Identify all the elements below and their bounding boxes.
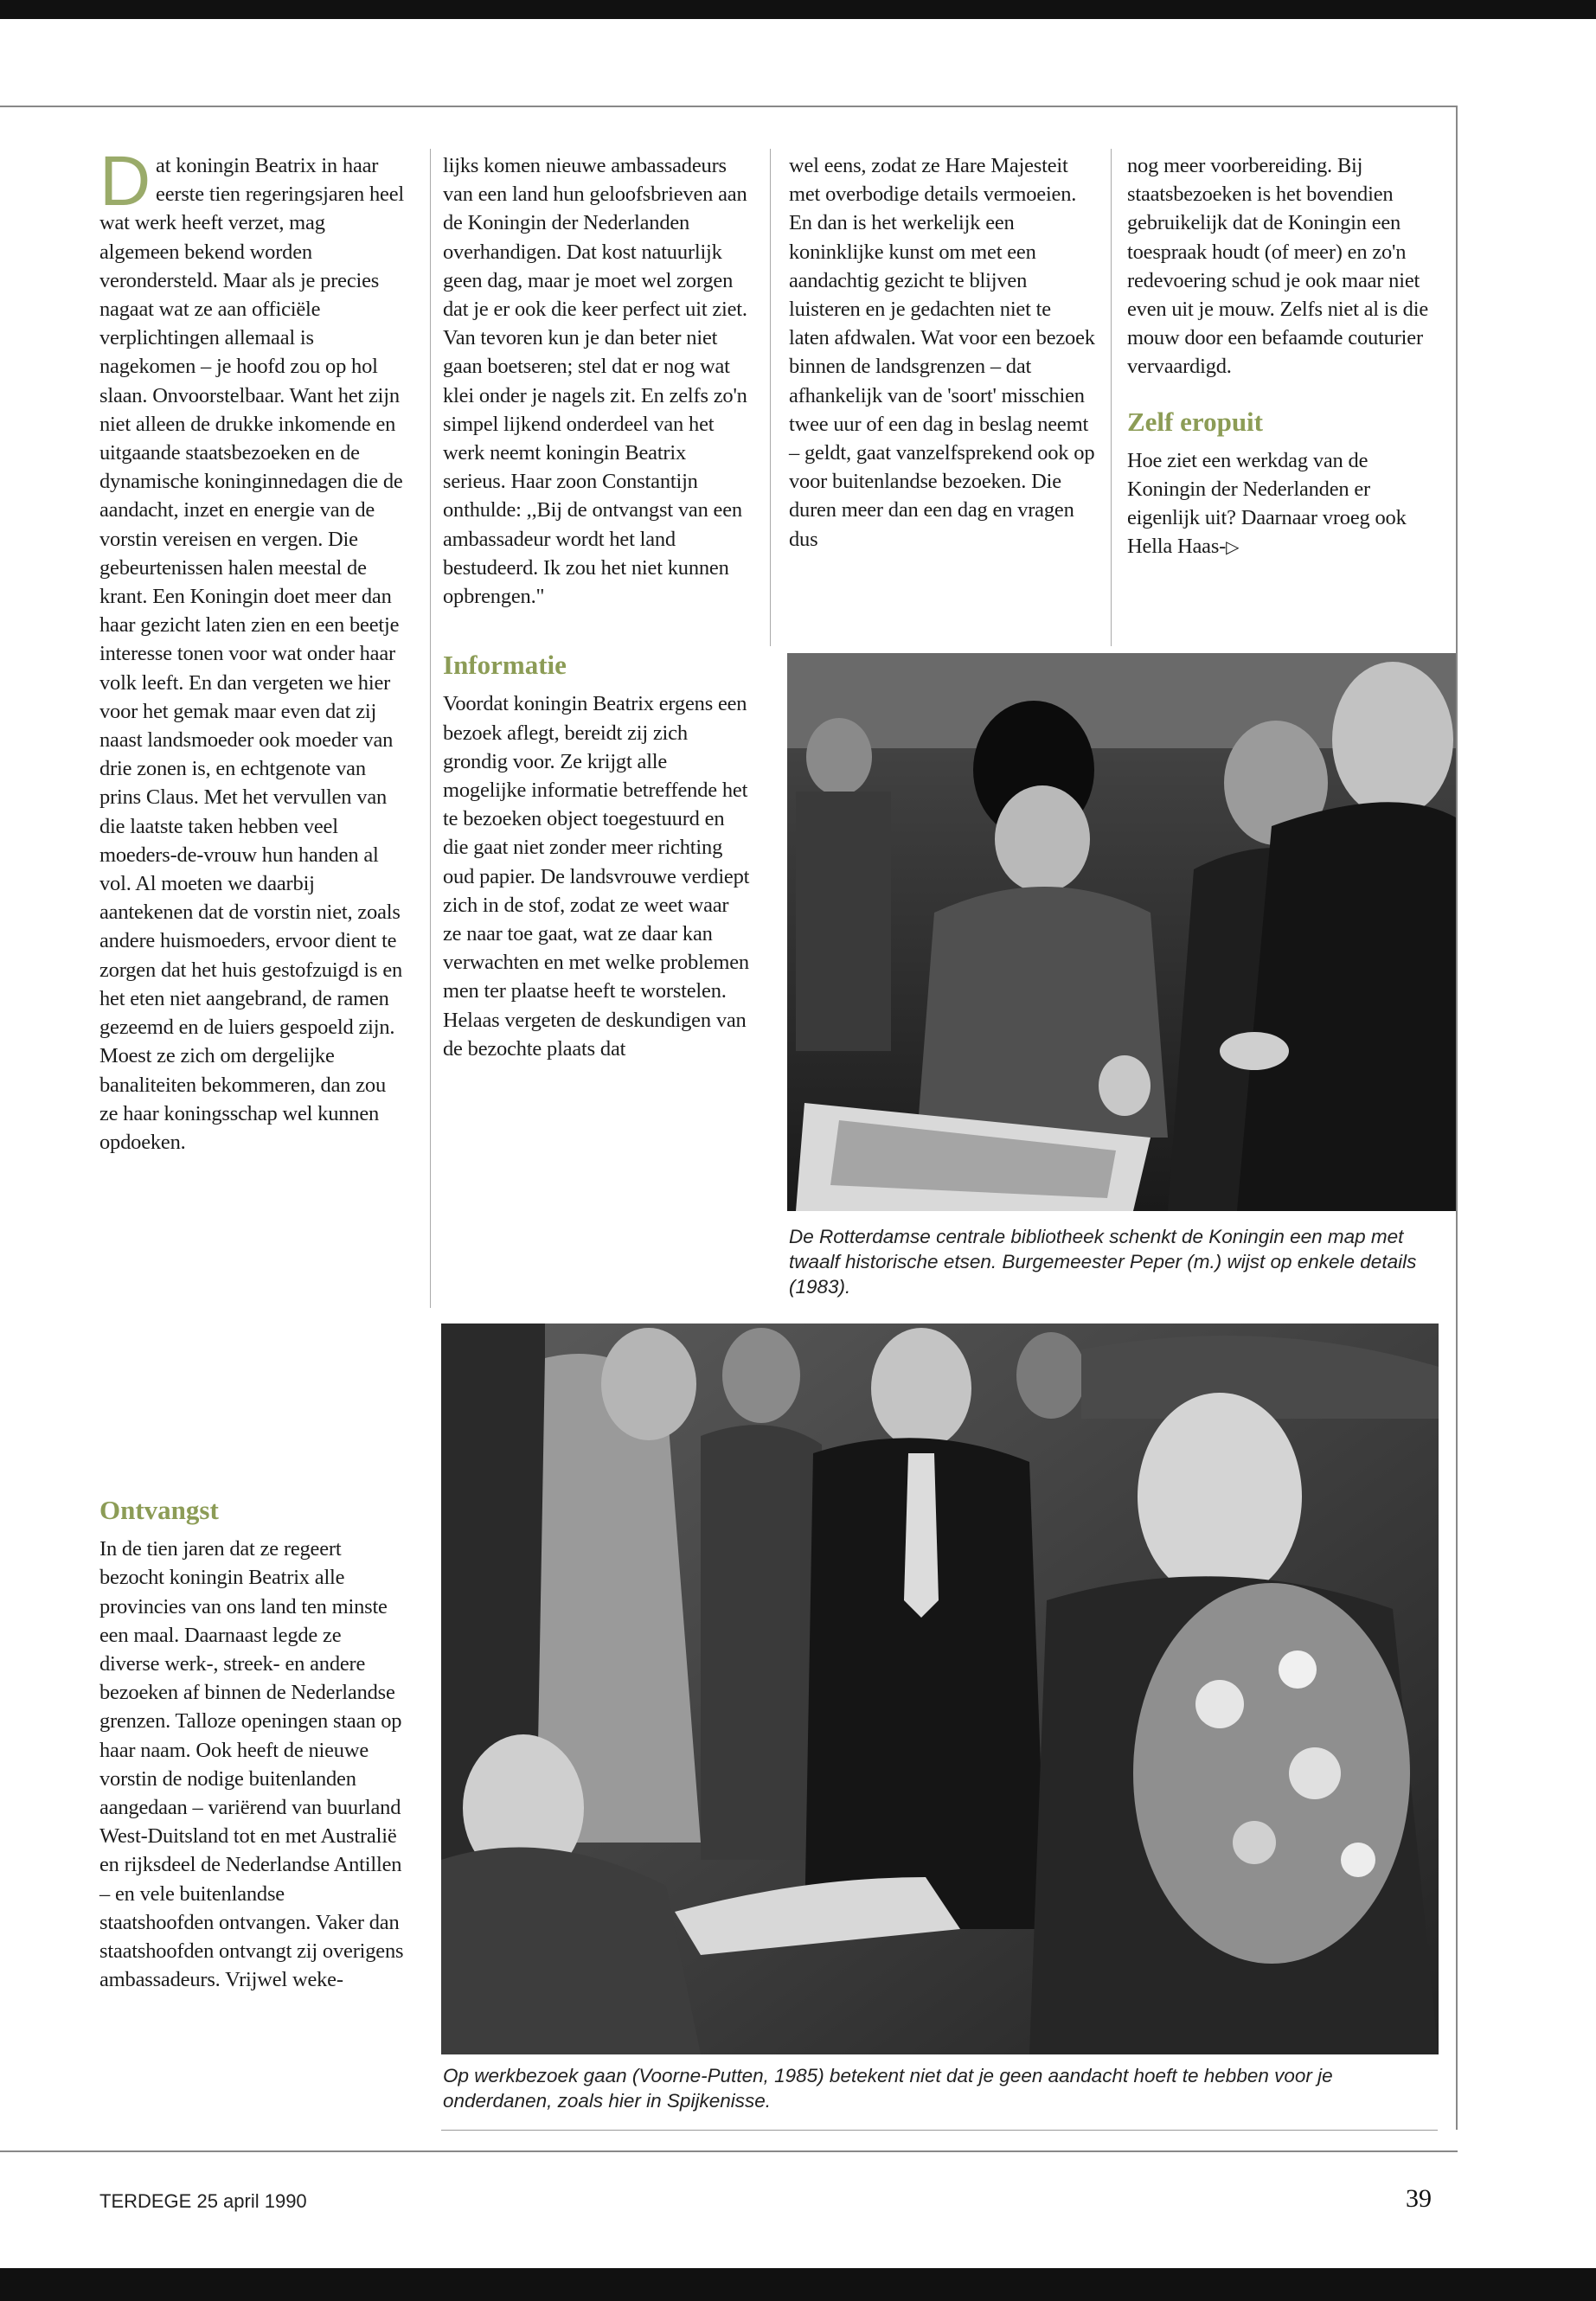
col3-paragraph: wel eens, zodat ze Hare Majesteit met overbodige details vermoeien. En dan is het werkelijk een koninklijke kunst om met een aandachtig gezicht te blijven luisteren en je gedachten niet te laten afdwalen. Wat voor een bezoek binnen de landsgrenzen – dat afhankelijk van de 'soort' misschien twee uur of een dag in beslag neemt – geldt, gaat vanzelfsprekend ook op voor buitenlandse bezoeken. Die duren meer dan een dag en vragen dus	[789, 154, 1095, 551]
photo-2-image	[441, 1324, 1439, 2054]
footer-rule	[0, 2150, 1458, 2152]
column-4	[1127, 151, 1440, 562]
column-divider-3	[1111, 149, 1112, 646]
column-1-lower	[99, 1484, 404, 1994]
bottom-border	[0, 2268, 1596, 2301]
photo-spijkenisse-visit	[441, 1324, 1439, 2054]
subheading-ontvangst: Ontvangst	[99, 1495, 219, 1525]
subheading-zelf-eropuit: Zelf eropuit	[1127, 406, 1263, 437]
column-3	[789, 151, 1096, 554]
right-margin-rule	[1456, 106, 1458, 2130]
caption2-rule	[441, 2130, 1438, 2131]
column-1	[99, 142, 404, 1157]
subheading-informatie: Informatie	[443, 650, 567, 681]
continue-arrow-icon: ▷	[1226, 536, 1240, 558]
photo-1-image	[787, 653, 1456, 1211]
caption-photo-1: De Rotterdamse centrale bibliotheek schenkt de Koningin een map met twaalf historische etsen. Burgemeester Peper (m.) wijst op enkele details (1983).	[789, 1226, 1417, 1298]
top-border	[0, 0, 1596, 19]
column-divider-2	[770, 149, 771, 646]
header-rule	[0, 106, 1458, 107]
footer-magazine-date: TERDEGE 25 april 1990	[99, 2190, 307, 2212]
column-2	[443, 151, 750, 1063]
column-divider-1	[430, 149, 431, 1308]
col2-paragraph: lijks komen nieuwe ambassadeurs van een land hun geloofsbrieven aan de Koningin der Nederlanden overhandigen. Dat kost natuurlijk geen dag, maar je moet wel zorgen dat je er ook die keer perfect uit ziet. Van tevoren kun je dan beter niet gaan boetseren; stel dat er nog wat klei onder je nagels zit. En zelfs zo'n simpel lijkend onderdeel van het werk neemt koningin Beatrix serieus. Haar zoon Constantijn onthulde: ,,Bij de ontvangst van een ambassadeur wordt het land bestudeerd. Ik zou het niet kunnen opbrengen."	[443, 154, 747, 609]
zelf-eropuit-paragraph: Hoe ziet een werkdag van de Koningin der Nederlanden er eigenlijk uit? Daarnaar vroeg ook Hella Haas-▷	[1127, 448, 1407, 559]
page-number: 39	[1406, 2184, 1432, 2213]
informatie-paragraph: Voordat koningin Beatrix ergens een bezoek aflegt, bereidt zij zich grondig voor. Ze krijgt alle mogelijke informatie betreffende het te bezoeken object toegestuurd en die gaat niet zonder meer richting oud papier. De landsvrouwe verdiept zich in de stof, zodat ze weet waar ze naar toe gaat, wat ze daar kan verwachten en met welke problemen men ter plaatse heeft te worstelen. Helaas vergeten de deskundigen van de bezochte plaats dat	[443, 692, 750, 1061]
ontvangst-paragraph: In de tien jaren dat ze regeert bezocht koningin Beatrix alle provincies van ons land ten minste een maal. Daarnaast legde ze diverse werk-, streek- en andere bezoeken af binnen de Nederlandse grenzen. Talloze openingen staan op haar naam. Ook heeft de nieuwe vorstin de nodige buitenlanden aangedaan – variërend van buurland West-Duitsland tot en met Australië en rijksdeel de Nederlandse Antillen – en vele buitenlandse staatshoofden ontvangen. Vaker dan staatshoofden ontvangt zij overigens ambassadeurs. Vrijwel weke-	[99, 1537, 404, 1992]
intro-paragraph: Dat koningin Beatrix in haar eerste tien regeringsjaren heel wat werk heeft verzet, mag algemeen bekend worden verondersteld. Maar als je precies nagaat wat ze aan officiële verplichtingen allemaal is nagekomen – je hoofd zou op hol slaan. Onvoorstelbaar. Want het zijn niet alleen de drukke inkomende en uitgaande staatsbezoeken en de dynamische koninginnedagen die de aandacht, inzet en energie van de vorstin vereisen en vergen. Die gebeurtenissen halen meestal de krant. Een Koningin doet meer dan haar gezicht laten zien en een beetje interesse tonen voor wat onder haar volk leeft. En dan vergeten we hier voor het gemak maar even dat zij naast landsmoeder ook moeder van drie zonen is, en echtgenote van prins Claus. Met het vervullen van die laatste taken hebben veel moeders-de-vrouw hun handen al vol. Al moeten we daarbij aantekenen dat de vorstin niet, zoals andere huismoeders, ervoor dient te zorgen dat het huis gestofzuigd is en het eten niet aangebrand, de ramen gezeemd en de luiers gespoeld zijn. Moest ze zich om dergelijke banaliteiten bekommeren, dan zou ze haar koningsschap wel kunnen opdoeken.	[99, 142, 404, 1154]
photo-rotterdam-library	[787, 653, 1456, 1211]
caption-photo-2: Op werkbezoek gaan (Voorne-Putten, 1985) betekent niet dat je geen aandacht hoeft te hebben voor je onderdanen, zoals hier in Spijkenisse.	[443, 2065, 1333, 2112]
drop-cap: D	[99, 142, 151, 221]
col4-paragraph: nog meer voorbereiding. Bij staatsbezoeken is het bovendien gebruikelijk dat de Koningin een toespraak houdt (of meer) en zo'n redevoering schud je ook maar niet even uit je mouw. Zelfs niet al is die mouw door een befaamde couturier vervaardigd.	[1127, 154, 1429, 379]
